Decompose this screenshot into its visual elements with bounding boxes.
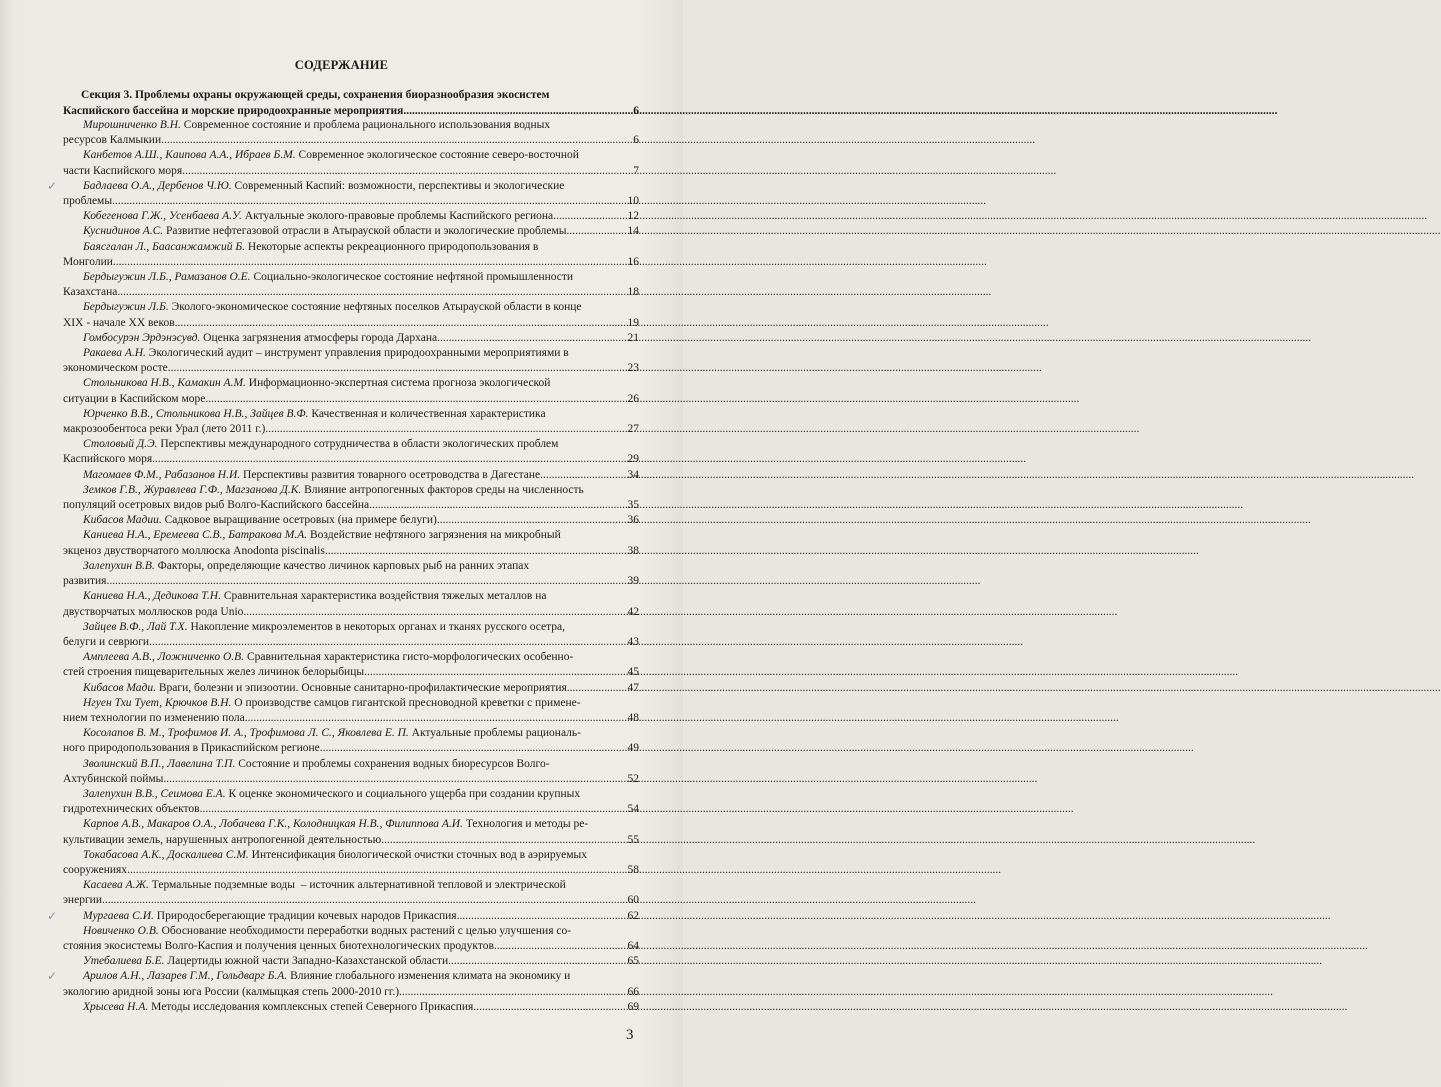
toc-entry-first-line — [47, 178, 639, 194]
toc-entry-title-cont: экономическом росте — [63, 362, 168, 375]
toc-entry-authors: Канбетов А.Ш., Каипова А.А., Ибраев Б.М. — [83, 149, 296, 162]
toc-entry-first-line — [63, 240, 639, 255]
toc-entry-title-cont: популяций осетровых видов рыб Волго-Каспийского бассейна — [63, 499, 370, 512]
toc-entry-page: 52 — [627, 772, 639, 785]
toc-entry-authors: Юрченко В.В., Стольникова Н.В., Зайцев В.Ф. — [83, 407, 309, 420]
toc-entry-title: Садковое выращивание осетровых (на примере белуги) — [161, 514, 437, 527]
leader-dots — [437, 331, 627, 346]
toc-entry-page: 27 — [627, 423, 639, 436]
toc-entry-authors: Бердыгужин Л.Б. — [83, 301, 169, 314]
toc-entry-second-line — [63, 285, 639, 300]
toc-entry — [63, 878, 639, 908]
toc-entry-page: 49 — [627, 742, 639, 755]
toc-entry-second-line — [63, 802, 639, 817]
toc-entry-first-line — [63, 878, 639, 893]
leader-dots — [149, 635, 627, 650]
toc-entry-title: О производстве самцов гигантской пресноводной креветки с примене- — [231, 696, 581, 709]
toc-entry-page: 60 — [627, 894, 639, 907]
leader-dots — [265, 422, 627, 437]
toc-entry-title: Накопление микроэлементов в некоторых органах и тканях русского осетра, — [187, 620, 565, 633]
toc-entry-title-cont: ситуации в Каспийском море — [63, 392, 206, 405]
toc-entry-authors: Арилов А.Н., Лазарев Г.М., Гольдварг Б.А. — [83, 970, 288, 983]
toc-entry-second-line — [63, 392, 639, 407]
toc-entry-authors: Хрысева Н.А. — [83, 1000, 149, 1013]
toc-entry — [63, 620, 639, 650]
toc-entry-second-line — [63, 544, 639, 559]
leader-dots — [113, 255, 628, 270]
toc-entry-second-line — [63, 316, 639, 331]
toc-entry-title-cont: культивации земель, нарушенных антропогенной деятельностью — [63, 833, 382, 846]
toc-entry-second-line — [63, 255, 639, 270]
toc-entry-authors: Карпов А.В., Макаров О.А., Лобачева Г.К., Колодницкая Н.В., Филиппова А.И. — [83, 818, 463, 831]
check-mark-icon: ✓ — [47, 908, 58, 923]
leader-dots — [320, 741, 628, 756]
toc-entry-title-cont: развития — [63, 575, 107, 588]
toc-entry-title: Современный Каспий: возможности, перспективы и экологические — [231, 179, 565, 192]
toc-entry-first-line — [63, 483, 639, 498]
toc-entry-title: Факторы, определяющие качество личинок карповых рыб на ранних этапах — [154, 559, 530, 572]
toc-entry-second-line — [63, 498, 639, 513]
toc-entry-authors: Зволинский В.П., Лавелина Т.П. — [83, 757, 236, 770]
toc-entry-page: 42 — [627, 605, 639, 618]
leader-dots — [540, 468, 627, 483]
toc-entry-page: 12 — [627, 210, 639, 223]
toc-entry — [63, 954, 639, 969]
toc-entry-authors: Зайцев В.Ф., Лай Т.Х. — [83, 620, 188, 633]
toc-entry-page: 65 — [627, 955, 639, 968]
toc-entry-authors: Косолапов В. М., Трофимов И. А., Трофимова Л. С., Яковлева Е. П. — [83, 727, 409, 740]
toc-entry-first-line — [63, 331, 639, 346]
toc-entry-title-cont: Казахстана — [63, 286, 118, 299]
toc-entry-title-cont: стояния экосистемы Волго-Каспия и получения ценных биотехнологических продуктов — [63, 939, 494, 952]
toc-entry — [63, 331, 639, 346]
toc-entry-second-line — [63, 605, 639, 620]
leader-dots — [106, 574, 627, 589]
toc-entry-first-line — [63, 757, 639, 772]
toc-entry-authors: Касаева А.Ж. — [83, 879, 149, 892]
leader-dots — [566, 224, 627, 239]
toc-entry-second-line — [63, 863, 639, 878]
toc-entry-title: Враги, болезни и эпизоотии. Основные санитарно-профилактические мероприятия — [155, 681, 567, 694]
toc-entry-authors: Залепухин В.В. — [83, 559, 155, 572]
toc-entry-second-line — [63, 939, 639, 954]
toc-entry-authors: Земков Г.В., Журавлева Г.Ф., Магзанова Д.К. — [83, 483, 302, 496]
toc-entry-first-line — [63, 224, 639, 239]
toc-entry — [63, 437, 639, 467]
toc-entry-first-line — [47, 908, 639, 924]
toc-entry-title: Методы исследования комплексных степей Северного Прикаспия — [148, 1000, 474, 1013]
toc-entry-first-line — [63, 148, 639, 163]
leader-dots — [369, 498, 627, 513]
toc-entry-title: К оценке экономического и социального ущерба при создании крупных — [225, 787, 581, 800]
section-page: 6 — [633, 105, 639, 117]
check-mark-icon: ✓ — [47, 178, 58, 193]
toc-entry-title-cont: XIX - начале XX веков — [63, 316, 175, 329]
toc-entry-title: Социально-экологическое состояние нефтяной промышленности — [250, 271, 574, 284]
toc-entry-title: Информационно-экспертная система прогноза экологической — [245, 377, 551, 390]
leader-dots — [567, 681, 628, 696]
toc-entry-title: Влияние глобального изменения климата на экономику и — [287, 970, 571, 983]
toc-entry-title: Экологический аудит – инструмент управления природоохранными мероприятиями в — [145, 347, 569, 360]
toc-entry — [63, 346, 639, 376]
toc-entry-authors: Мургаева С.И. — [83, 909, 154, 922]
toc-entry — [63, 817, 639, 847]
toc-entry — [63, 924, 639, 954]
toc-entry-first-line — [63, 817, 639, 832]
toc-entry-title: Качественная и количественная характеристика — [308, 407, 546, 420]
toc-entry — [63, 300, 639, 330]
toc-entry-title-cont: энергии — [63, 894, 102, 907]
toc-entry-authors: Стольникова Н.В., Камакин А.М. — [83, 377, 246, 390]
toc-entry-title-cont: Каспийского моря — [63, 453, 153, 466]
toc-entry-first-line — [63, 696, 639, 711]
leader-dots — [117, 285, 627, 300]
toc-entry-second-line — [63, 452, 639, 467]
toc-entry-authors: Столовый Д.Э. — [83, 438, 158, 451]
toc-entry-page: 55 — [627, 833, 639, 846]
toc-entry — [63, 787, 639, 817]
leader-dots — [205, 392, 627, 407]
toc-entry-first-line — [63, 954, 639, 969]
toc-entry-title: Обоснование необходимости переработки водных растений с целью улучшения со- — [158, 924, 572, 937]
toc-entry-title: Воздействие нефтяного загрязнения на микробный — [307, 529, 561, 542]
toc-entry-first-line — [63, 1000, 639, 1015]
leader-dots — [381, 833, 627, 848]
toc-entry — [63, 757, 639, 787]
toc-entry-page: 19 — [627, 316, 639, 329]
toc-entry-authors: Бадлаева О.А., Дербенов Ч.Ю. — [83, 179, 232, 192]
toc-entry-page: 6 — [633, 134, 639, 147]
toc-entry-authors: Ракаева А.Н. — [83, 347, 146, 360]
toc-entry-title: Актуальные проблемы рациональ- — [408, 727, 581, 740]
toc-entry-page: 14 — [627, 225, 639, 238]
toc-entry-second-line — [63, 164, 639, 179]
toc-entry-page: 10 — [627, 195, 639, 208]
toc-entry — [47, 178, 639, 209]
toc-entry-page: 38 — [627, 544, 639, 557]
leader-dots — [473, 1000, 627, 1015]
section-title-text: Каспийского бассейна и морские природоохранные мероприятия — [63, 105, 404, 117]
toc-entry-page: 34 — [627, 468, 639, 481]
toc-entry-title-cont: сооружениях — [63, 863, 128, 876]
toc-entry-authors: Гомбосурэн Эрдэнэсувд. — [83, 331, 201, 344]
toc-entry-title: Сравнительная характеристика гисто-морфологических особенно- — [244, 651, 574, 664]
toc-entry — [63, 118, 639, 148]
toc-entry-authors: Нгуен Тхи Тует, Крючков В.Н. — [83, 696, 232, 709]
toc-entry-title: Некоторые аспекты рекреационного природопользования в — [245, 240, 539, 253]
leader-dots — [437, 513, 628, 528]
leader-dots — [325, 544, 628, 559]
toc-entry-title: Интенсификация биологической очистки сточных вод в аэрируемых — [248, 848, 587, 861]
toc-entry-title: Актуальные эколого-правовые проблемы Каспийского региона — [241, 210, 554, 223]
toc-entry-authors: Залепухин В.В., Сеимова Е.А. — [83, 787, 226, 800]
toc-entry-page: 54 — [627, 803, 639, 816]
toc-entry-first-line — [63, 118, 639, 133]
toc-entry — [47, 969, 639, 999]
toc-entry-title-cont: стей строения пищеварительных желез личинок белорыбицы — [63, 666, 365, 679]
leader-dots — [175, 316, 628, 331]
toc-entry-authors: Новиченко О.В. — [83, 924, 159, 937]
leader-dots — [457, 909, 628, 924]
toc-entry — [63, 681, 639, 696]
toc-entry-page: 45 — [627, 666, 639, 679]
toc-entry-authors: Каниева Н.А., Дедикова Т.Н. — [83, 590, 221, 603]
toc-entry-title: Технология и методы ре- — [462, 818, 589, 831]
toc-entry-second-line — [63, 711, 639, 726]
toc-entry-page: 36 — [627, 514, 639, 527]
toc-entry-authors: Токабасова А.К., Доскалиева С.М. — [83, 848, 249, 861]
toc-entry-page: 23 — [627, 362, 639, 375]
toc-entry-title: Лацертиды южной части Западно-Казахстанской области — [164, 955, 449, 968]
toc-entry-first-line — [63, 209, 639, 224]
toc-entry-title: Термальные подземные воды – источник альтернативной тепловой и электрической — [148, 879, 566, 892]
toc-entry-second-line — [63, 772, 639, 787]
page-number: 3 — [626, 1027, 634, 1043]
toc-entry-authors: Кибасов Мади. — [83, 681, 156, 694]
toc-entry-first-line — [63, 300, 639, 315]
toc-entry — [63, 148, 639, 178]
toc-entry-authors: Каниева Н.А., Еремеева С.В., Батракова М.А. — [83, 529, 308, 542]
section-header — [63, 87, 639, 119]
toc-entry-page: 21 — [627, 331, 639, 344]
toc-entry-title: Современное состояние и проблема рационального использования водных — [180, 119, 551, 131]
leader-dots — [163, 772, 627, 787]
toc-entry-first-line — [63, 528, 639, 543]
toc-entry-second-line — [63, 361, 639, 376]
toc-entry-page: 35 — [627, 499, 639, 512]
toc-entry-page: 64 — [627, 939, 639, 952]
toc-entry-title: Перспективы развития товарного осетроводства в Дагестане — [240, 468, 541, 481]
toc-entry-first-line — [63, 346, 639, 361]
toc-entry-second-line — [63, 665, 639, 680]
toc-entry-first-line — [63, 437, 639, 452]
leader-dots — [448, 954, 627, 969]
leader-dots — [182, 164, 633, 179]
toc-entry-title: Сравнительная характеристика воздействия тяжелых металлов на — [220, 590, 547, 603]
toc-entry-authors: Утебалиева Б.Е. — [83, 955, 165, 968]
toc-entry-first-line — [63, 407, 639, 422]
leader-dots — [161, 133, 633, 148]
leader-dots — [399, 985, 627, 1000]
toc-entry-first-line — [63, 620, 639, 635]
toc-entry-first-line — [63, 726, 639, 741]
toc-entry-authors: Амплеева А.В., Ложниченко О.В. — [83, 651, 245, 664]
toc-entry-first-line — [47, 969, 639, 984]
toc-entry-title-cont: нием технологии по изменению пола — [63, 711, 245, 724]
toc-entry-second-line — [63, 741, 639, 756]
toc-entry-first-line — [63, 589, 639, 604]
toc-entry-second-line — [63, 635, 639, 650]
toc-entry — [63, 1000, 639, 1015]
section-title-line1: Секция 3. Проблемы охраны окружающей среды, сохранения биоразнообразия экосистем — [81, 89, 550, 101]
leader-dots — [243, 605, 627, 620]
leader-dots — [152, 452, 627, 467]
toc-entry-page: 7 — [633, 164, 639, 177]
toc-entry-title-cont: ресурсов Калмыкии — [63, 134, 162, 147]
toc-entry-title-cont: Монголии — [63, 255, 113, 268]
leader-dots — [102, 893, 628, 908]
leader-dots — [168, 361, 628, 376]
toc-entry — [63, 650, 639, 680]
toc-entry — [63, 376, 639, 406]
page-title: СОДЕРЖАНИЕ — [294, 58, 389, 72]
toc-entry-authors: Бердыгужин Л.Б., Рамазанов О.Е. — [83, 271, 251, 284]
document-page — [0, 0, 683, 1087]
toc-entry-page: 47 — [627, 681, 639, 694]
toc-entry — [63, 513, 639, 528]
toc-entry-title-cont: белуги и севрюги — [63, 635, 150, 648]
toc-entry-authors: Куснидинов А.С. — [83, 225, 164, 238]
toc-entry — [47, 908, 639, 924]
toc-entry-title-cont: экценоз двустворчатого моллюска Anodonta piscinalis — [63, 544, 325, 557]
toc-entry-page: 48 — [627, 711, 639, 724]
toc-entry-authors: Мирошниченко В.Н. — [83, 119, 181, 131]
toc-entry-page: 43 — [627, 635, 639, 648]
toc-entry-second-line — [63, 985, 639, 1000]
toc-entry-authors: Магомаев Ф.М., Рабазанов Н.И. — [83, 468, 241, 481]
toc-entry-second-line — [63, 833, 639, 848]
toc-entry-page: 18 — [627, 286, 639, 299]
toc-entry-title: Природосберегающие традиции кочевых народов Прикаспия — [153, 909, 457, 922]
toc-entry-second-line — [63, 422, 639, 437]
toc-entry — [63, 209, 639, 224]
toc-entry-title-cont: макрозообентоса реки Урал (лето 2011 г.) — [63, 423, 266, 436]
toc-entry-title-cont: проблемы — [63, 195, 113, 208]
toc-list — [47, 118, 639, 1015]
toc-entry-first-line — [63, 513, 639, 528]
leader-dots — [200, 802, 628, 817]
toc-entry-title: Состояние и проблемы сохранения водных биоресурсов Волго- — [235, 757, 550, 770]
toc-entry — [63, 848, 639, 878]
toc-entry — [63, 240, 639, 270]
toc-entry-first-line — [63, 787, 639, 802]
leader-dots — [112, 194, 627, 209]
toc-entry-title-cont: экологию аридной зоны юга России (калмыцкая степь 2000-2010 гг.) — [63, 985, 400, 998]
toc-entry — [63, 726, 639, 756]
toc-entry-title: Перспективы международного сотрудничества в области экологических проблем — [157, 438, 559, 451]
toc-entry-authors: Кибасов Мадии. — [83, 514, 162, 527]
toc-entry-first-line — [63, 559, 639, 574]
toc-entry-first-line — [63, 376, 639, 391]
toc-entry-first-line — [63, 650, 639, 665]
toc-entry-authors: Кобегенова Г.Ж., Усенбаева А.У. — [83, 210, 242, 223]
leader-dots — [403, 103, 633, 119]
toc-entry-title: Оценка загрязнения атмосферы города Дархана — [200, 331, 438, 344]
toc-entry — [63, 528, 639, 558]
toc-entry — [63, 559, 639, 589]
toc-entry-second-line — [63, 194, 639, 209]
toc-entry-title: Современное экологическое состояние северо-восточной — [295, 149, 579, 162]
toc-entry-second-line — [63, 893, 639, 908]
section-title-line2 — [63, 103, 639, 119]
toc-entry-title-cont: двустворчатых моллюсков рода Unio — [63, 605, 244, 618]
toc-entry-title-cont: ного природопользования в Прикаспийском регионе — [63, 742, 320, 755]
leader-dots — [553, 209, 627, 224]
leader-dots — [127, 863, 627, 878]
toc-entry-page: 29 — [627, 453, 639, 466]
toc-entry — [63, 483, 639, 513]
toc-entry-title-cont: части Каспийского моря — [63, 164, 183, 177]
toc-entry-first-line — [63, 848, 639, 863]
toc-entry-first-line — [63, 924, 639, 939]
toc-entry-authors: Баясгалан Л., Баасанжамжий Б. — [83, 240, 246, 253]
toc-entry-title: Развитие нефтегазовой отрасли в Атырауской области и экологические проблемы — [163, 225, 567, 238]
toc-entry-page: 66 — [627, 985, 639, 998]
toc-entry — [63, 224, 639, 239]
toc-entry-title: Эколого-экономическое состояние нефтяных поселков Атырауской области в конце — [168, 301, 582, 314]
toc-entry-second-line — [63, 133, 639, 148]
toc-entry-page: 69 — [627, 1000, 639, 1013]
toc-entry-second-line — [63, 574, 639, 589]
toc-entry-title-cont: Ахтубинской поймы — [63, 772, 164, 785]
toc-entry — [63, 270, 639, 300]
toc-entry — [63, 696, 639, 726]
check-mark-icon: ✓ — [47, 969, 58, 984]
leader-dots — [245, 711, 628, 726]
toc-entry-page: 16 — [627, 255, 639, 268]
toc-entry — [63, 407, 639, 437]
toc-entry-first-line — [63, 681, 639, 696]
leader-dots — [494, 939, 628, 954]
toc-entry-page: 62 — [627, 909, 639, 922]
toc-entry-page: 39 — [627, 575, 639, 588]
toc-entry — [63, 468, 639, 483]
leader-dots — [364, 665, 627, 680]
toc-entry-title-cont: гидротехнических объектов — [63, 803, 200, 816]
toc-entry-first-line — [63, 270, 639, 285]
toc-entry-page: 26 — [627, 392, 639, 405]
toc-entry-first-line — [63, 468, 639, 483]
toc-entry-page: 58 — [627, 863, 639, 876]
toc-entry-title: Влияние антропогенных факторов среды на численность — [301, 483, 584, 496]
toc-entry — [63, 589, 639, 619]
